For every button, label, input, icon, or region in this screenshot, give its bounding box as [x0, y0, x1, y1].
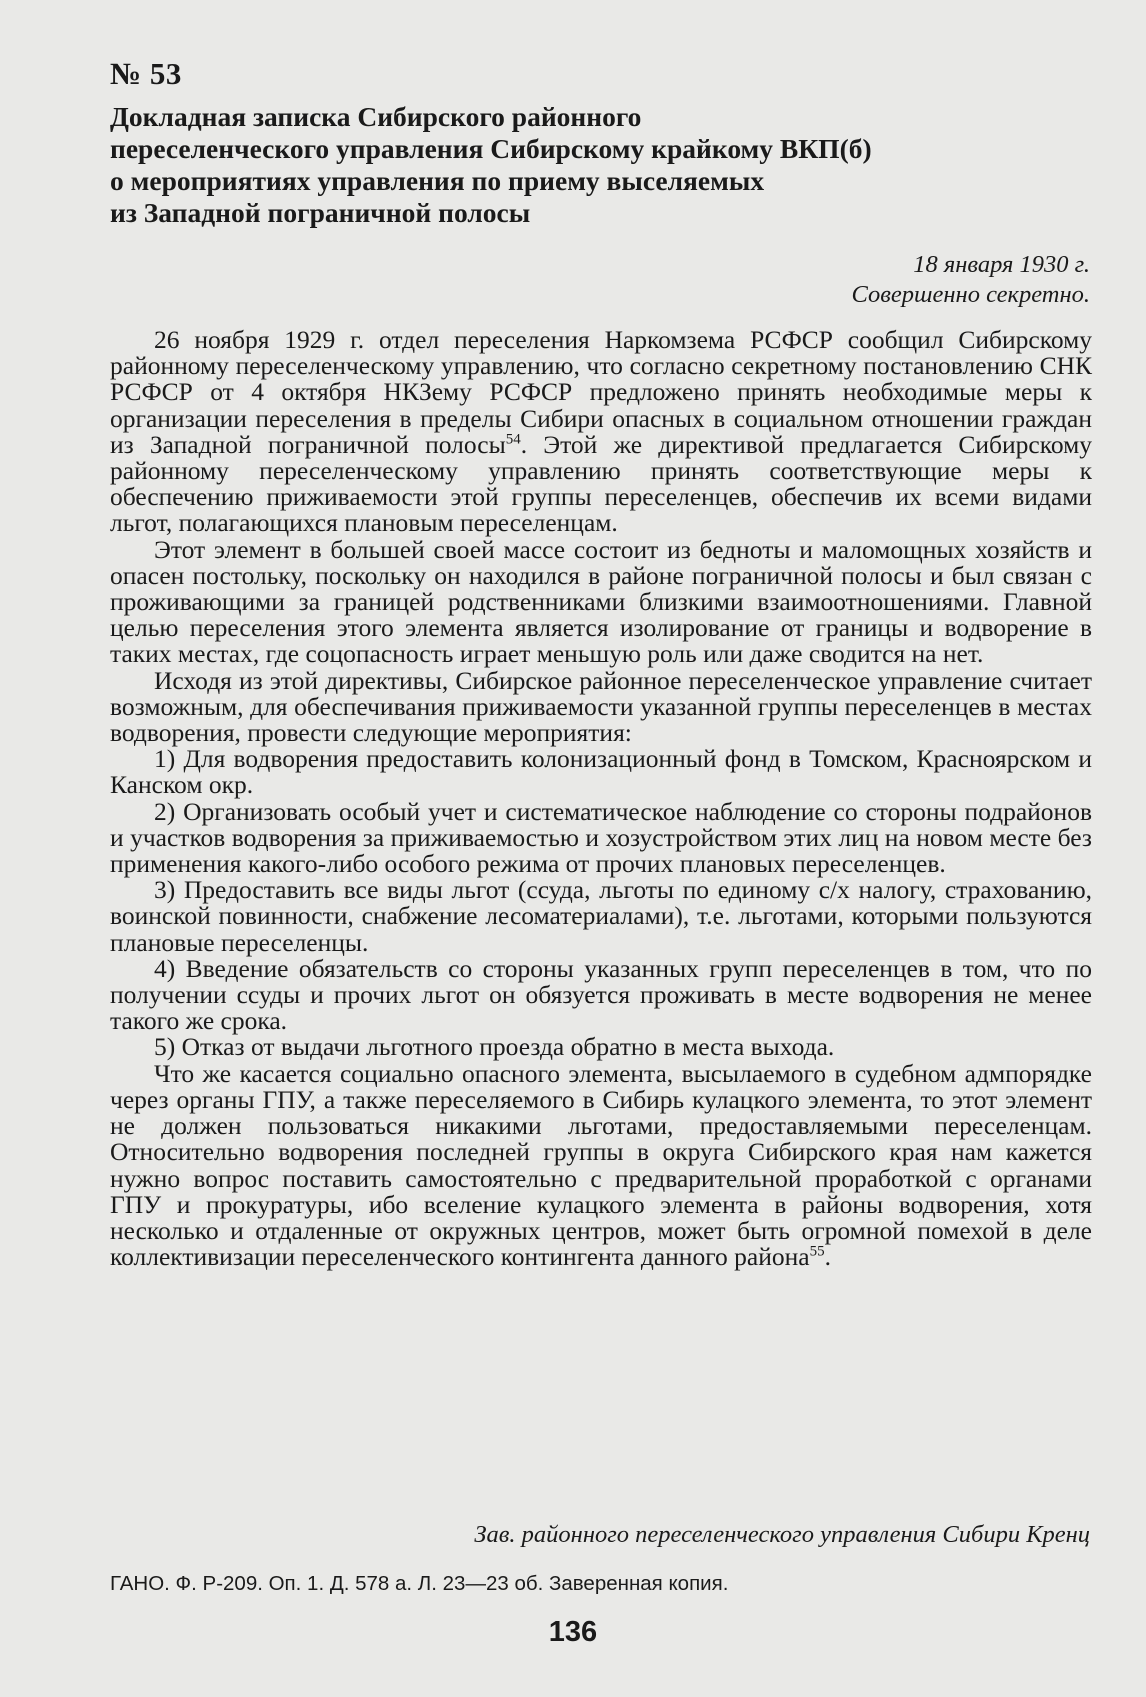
- paragraph-text: Что же касается социально опасного элемента, высылаемого в судебном адмпорядке через органы ГПУ, а также переселяемого в Сибирь кулацкого элемента, то этот элемент не должен пользоваться никакими льготами, предоставляемыми переселенцам. Относительно водворения последней группы в округа Сибирского края нам кажется нужно вопрос поставить самостоятельно с предварительной проработкой с органами ГПУ и прокуратуры, ибо вселение кулацкого элемента в районы водворения, хотя несколько и отдаленные от окружных центров, может быть огромной помехой в деле коллективизации переселенческого контингента данного района: [110, 1058, 1092, 1272]
- title-line: переселенческого управления Сибирскому крайкому ВКП(б): [110, 133, 872, 164]
- paragraph: Этот элемент в большей своей массе состоит из бедноты и маломощных хозяйств и опасен постольку, поскольку он находился в районе пограничной полосы и был связан с проживающими за границей родственниками близкими взаимоотношениями. Главной целью переселения этого элемента является изолирование от границы и водворение в таких местах, где соцопасность играет меньшую роль или даже сводится на нет.: [110, 534, 1092, 669]
- footnote-ref: 54: [505, 431, 521, 448]
- paragraph: [110, 327, 1092, 537]
- archive-reference: ГАНО. Ф. Р-209. Оп. 1. Д. 578 а. Л. 23—23 об. Заверенная копия.: [110, 1572, 729, 1595]
- paragraph: [110, 1058, 1092, 1272]
- title-line: Докладная записка Сибирского районного: [110, 101, 642, 132]
- paragraph-text: 26 ноября 1929 г. отдел переселения Наркомзема РСФСР сообщил Сибирскому районному переселенческому управлению, что согласно секретному постановлению СНК РСФСР от 4 октября НКЗему РСФСР предложено принять необходимые меры к организации переселения в пределы Сибири опасных в социальном отношении граждан из Западной пограничной полосы: [110, 325, 1092, 459]
- paragraph-text: .: [824, 1242, 831, 1272]
- list-item: 1) Для водворения предоставить колонизационный фонд в Томском, Красноярском и Канском окр.: [110, 744, 1092, 800]
- title-line: из Западной пограничной полосы: [110, 197, 531, 228]
- document-number: № 53: [110, 56, 182, 91]
- document-title: [110, 101, 1040, 229]
- list-item: 3) Предоставить все виды льгот (ссуда, льготы по единому с/х налогу, страхованию, воинской повинности, снабжение лесоматериалами), т.е. льготами, которыми пользуются плановые переселенцы.: [110, 875, 1092, 957]
- paragraph-text: . Этой же директивой предлагается Сибирскому районному переселенческому управлению принять соответствующие меры к обеспечению приживаемости этой группы переселенцев, обеспечив их всеми видами льгот, полагающихся плановым переселенцам.: [110, 429, 1092, 538]
- title-line: о мероприятиях управления по приему выселяемых: [110, 165, 765, 196]
- list-item: 5) Отказ от выдачи льготного проезда обратно в места выхода.: [154, 1032, 835, 1062]
- classification-mark: Совершенно секретно.: [851, 281, 1090, 308]
- signature: Зав. районного переселенческого управления Сибири Кренц: [474, 1521, 1090, 1548]
- page-number: 136: [548, 1616, 598, 1648]
- footnote-ref: 55: [809, 1243, 825, 1260]
- document-date: 18 января 1930 г.: [913, 251, 1090, 278]
- list-item: 2) Организовать особый учет и систематическое наблюдение со стороны подрайонов и участков водворения за приживаемостью и хозустройством этих лиц на новом месте без применения какого-либо особого режима от прочих плановых переселенцев.: [110, 796, 1092, 879]
- document-body: [110, 327, 1092, 1270]
- list-item: 4) Введение обязательств со стороны указанных групп переселенцев в том, что по получении ссуды и прочих льгот он обязуется проживать в месте водворения не менее такого же срока.: [110, 953, 1092, 1036]
- paragraph: Исходя из этой директивы, Сибирское районное переселенческое управление считает возможным, для обеспечивания приживаемости указанной группы переселенцев в местах водворения, провести следующие мероприятия:: [110, 665, 1092, 748]
